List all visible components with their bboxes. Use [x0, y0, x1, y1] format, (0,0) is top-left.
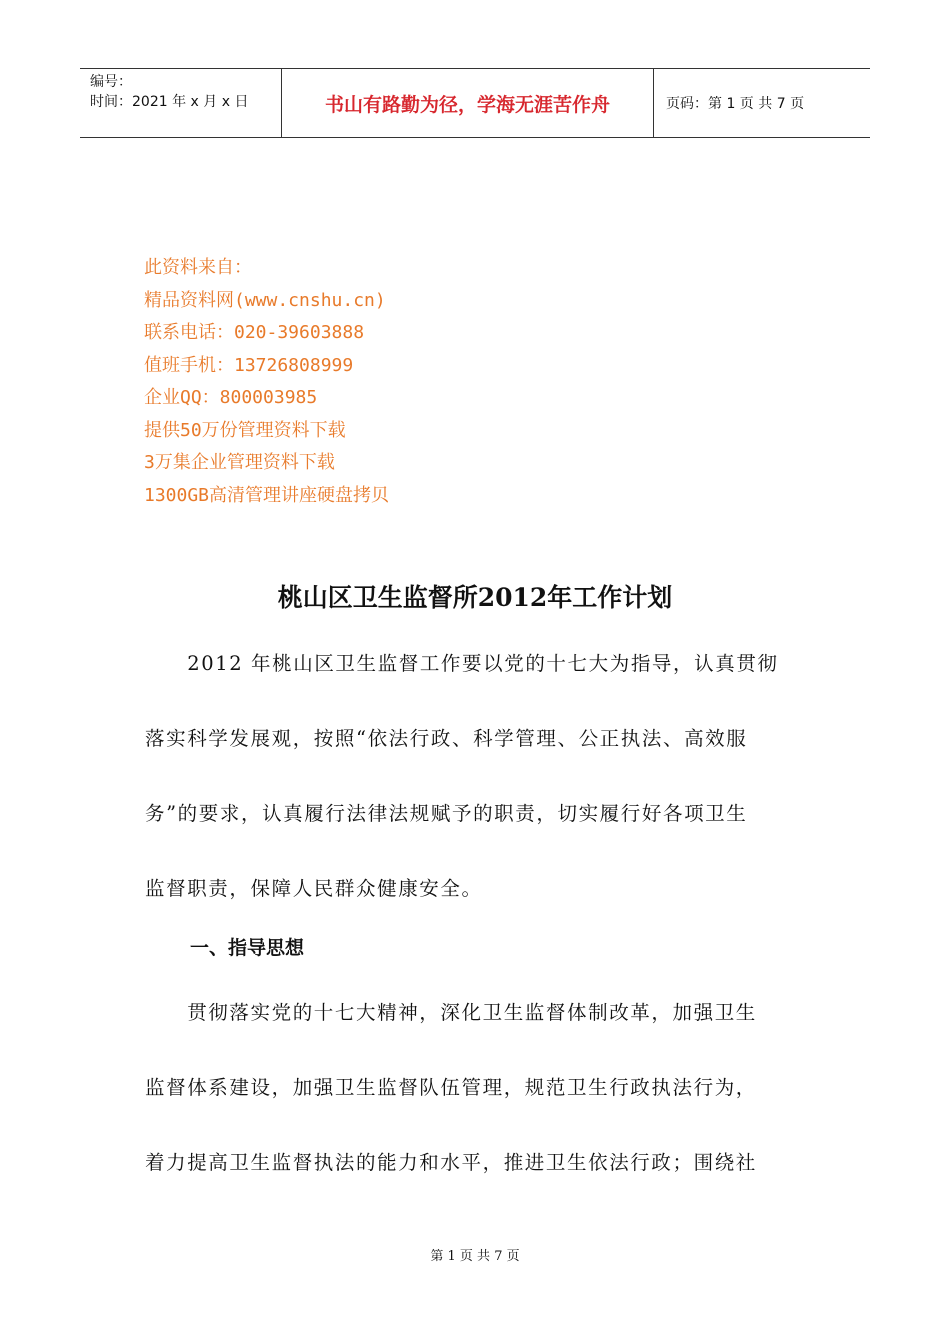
- section1-paragraph: [145, 975, 805, 1200]
- source-info-block: [144, 252, 389, 512]
- header-page-info: 页码：第 1 页 共 7 页: [666, 96, 805, 112]
- source-line: 联系电话：020-39603888: [144, 322, 365, 343]
- header-motto: 书山有路勤为径，学海无涯苦作舟: [282, 69, 654, 137]
- source-line: 此资料来自：: [144, 257, 252, 278]
- paragraph-line: 2012 年桃山区卫生监督工作要以党的十七大为指导，认真贯彻: [145, 652, 779, 675]
- time-label: 时间：2021 年 x 月 x 日: [90, 94, 249, 110]
- document-title: 桃山区卫生监督所2012年工作计划: [277, 583, 673, 612]
- paragraph-line: 监督体系建设，加强卫生监督队伍管理，规范卫生行政执法行为，: [145, 1076, 757, 1099]
- source-line: 企业QQ：800003985: [144, 387, 318, 408]
- page-footer: 第 1 页 共 7 页: [430, 1249, 520, 1264]
- source-line: 1300GB高清管理讲座硬盘拷贝: [144, 484, 390, 506]
- intro-paragraph: [145, 626, 805, 926]
- source-line: 值班手机：13726808999: [144, 354, 354, 376]
- header-meta: [80, 69, 282, 137]
- paragraph-line: 监督职责，保障人民群众健康安全。: [145, 877, 483, 900]
- source-line: 精品资料网(www.cnshu.cn): [144, 289, 386, 311]
- number-label: 编号：: [90, 74, 132, 90]
- paragraph-line: 贯彻落实党的十七大精神，深化卫生监督体制改革，加强卫生: [145, 1001, 757, 1024]
- source-line: 3万集企业管理资料下载: [144, 452, 335, 473]
- page-header: [80, 68, 870, 138]
- section-heading: 一、指导思想: [190, 937, 305, 959]
- source-line: 提供50万份管理资料下载: [144, 419, 346, 441]
- paragraph-line: 务”的要求，认真履行法律法规赋予的职责，切实履行好各项卫生: [145, 802, 748, 825]
- paragraph-line: 落实科学发展观，按照“依法行政、科学管理、公正执法、高效服: [145, 727, 748, 750]
- paragraph-line: 着力提高卫生监督执法的能力和水平，推进卫生依法行政；围绕社: [145, 1151, 757, 1174]
